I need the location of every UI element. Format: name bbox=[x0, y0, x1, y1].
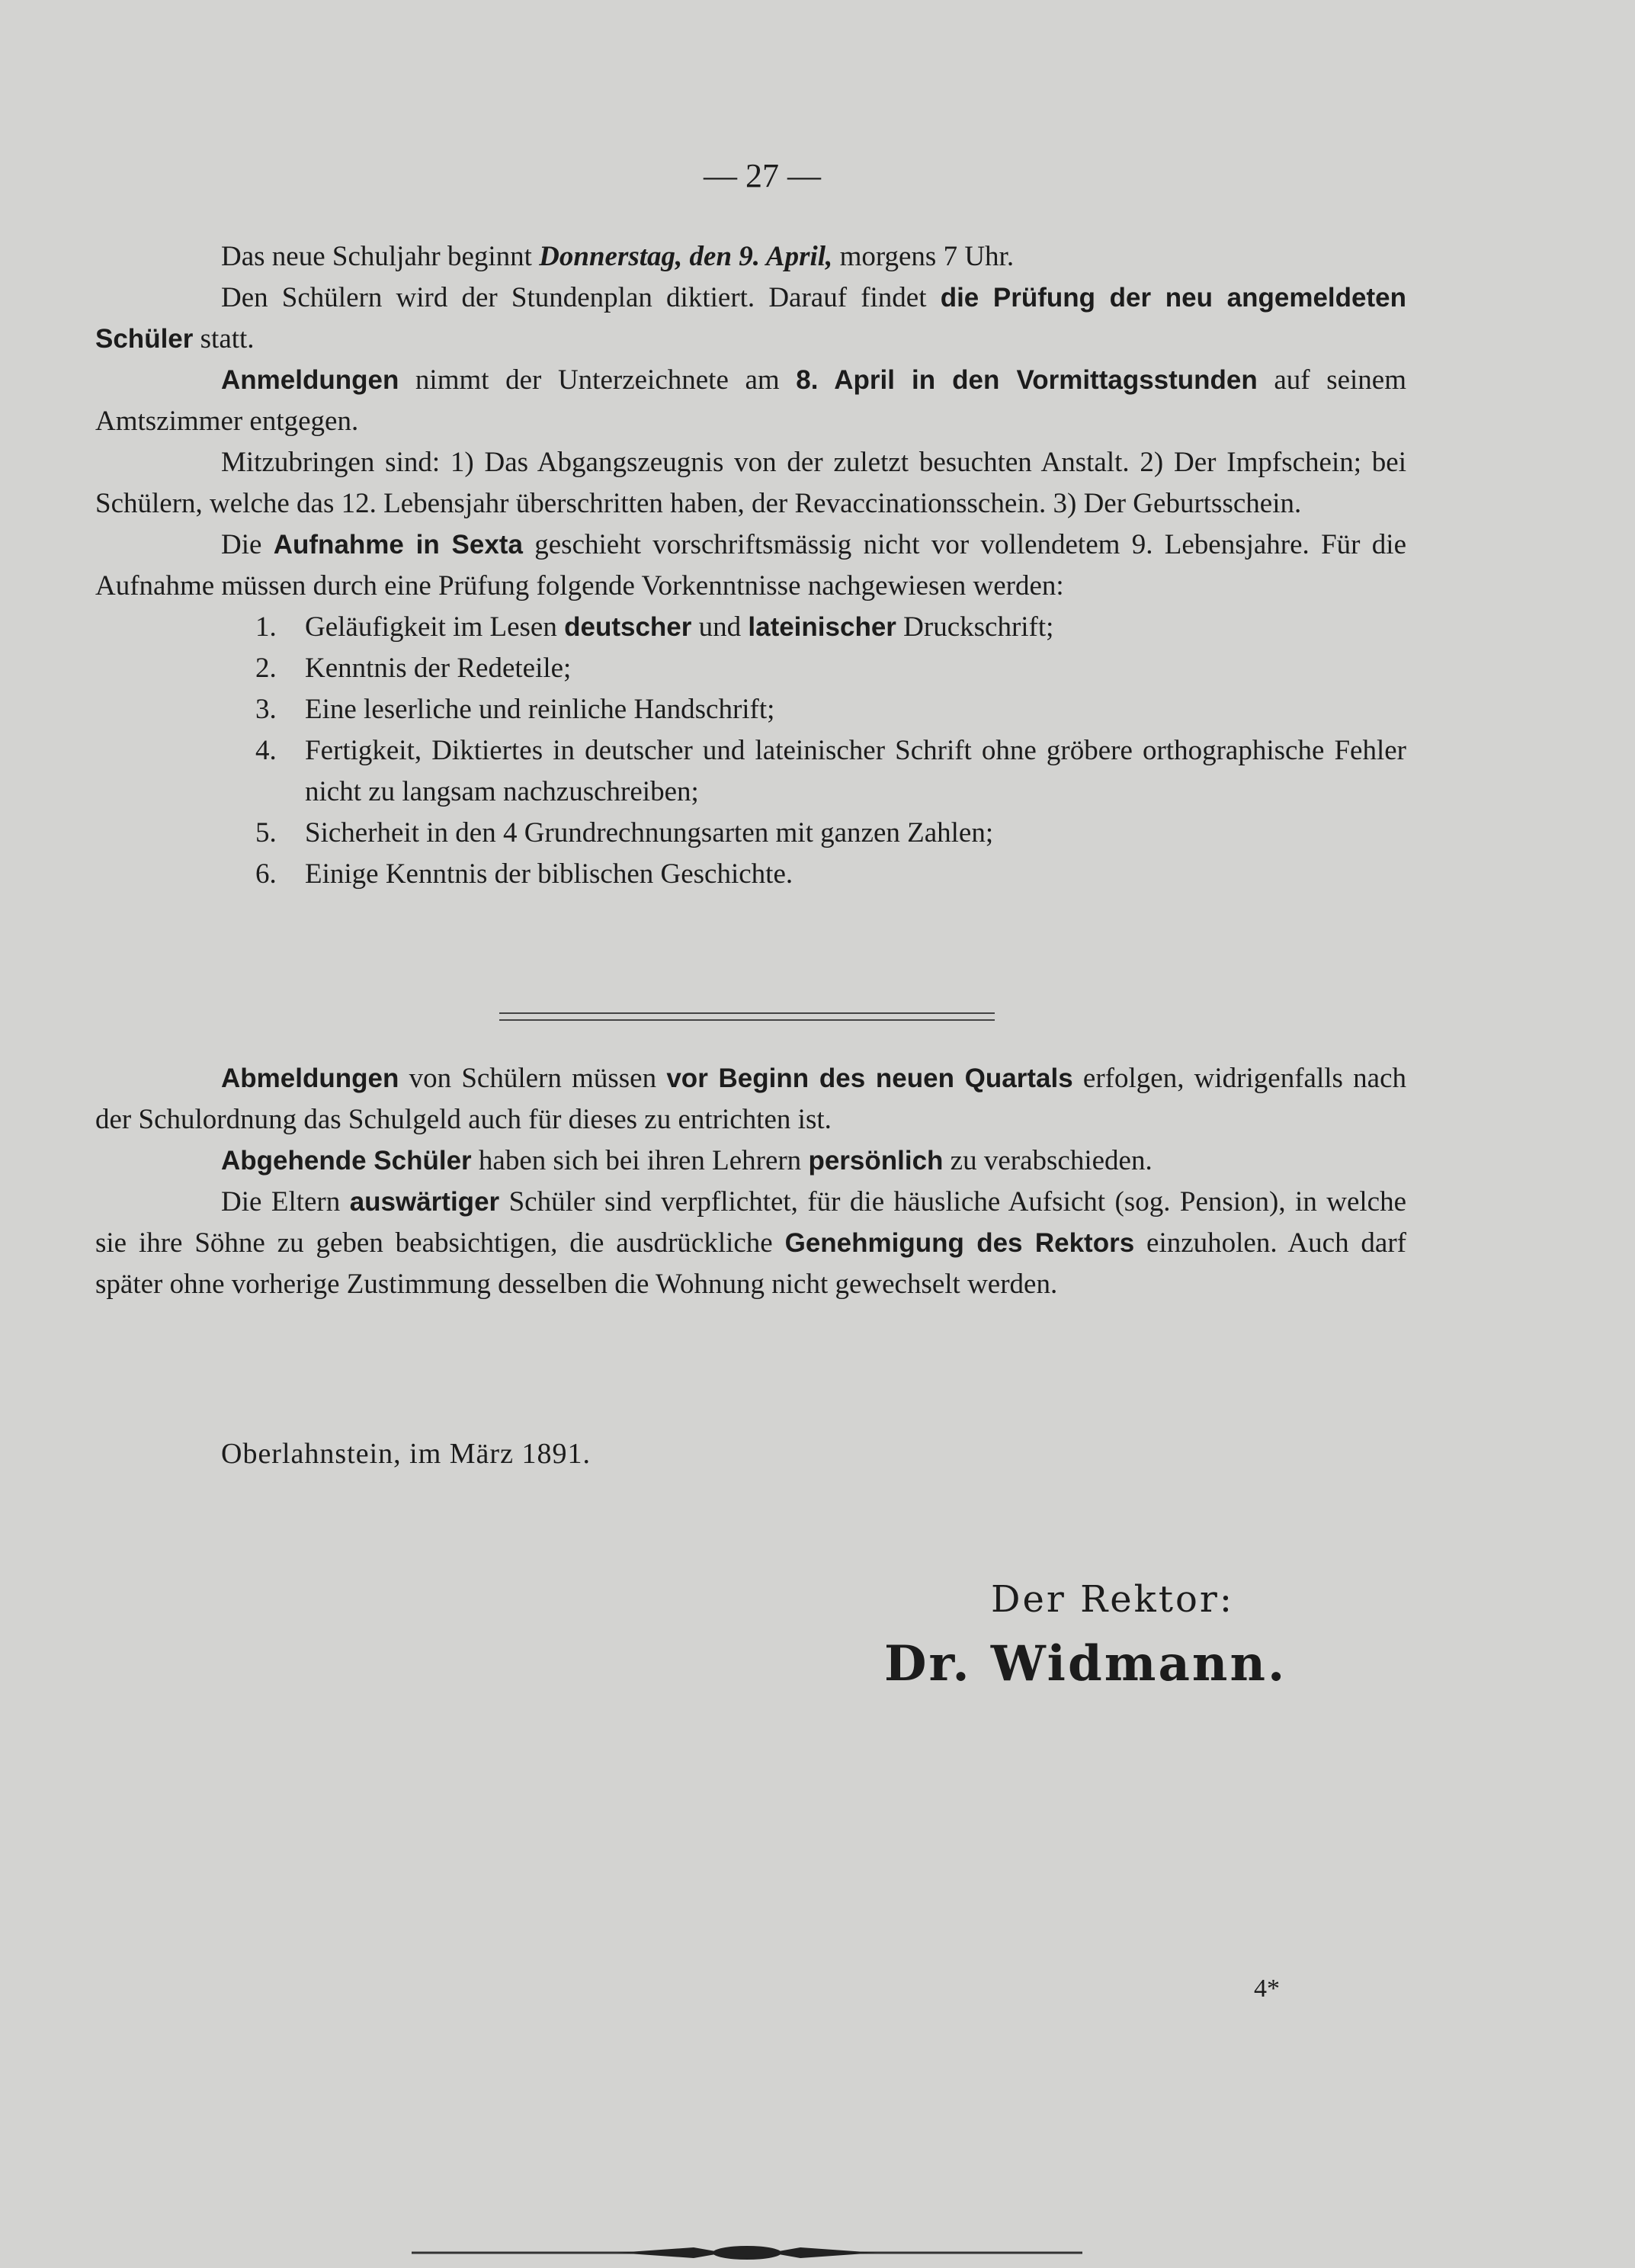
list-number: 3. bbox=[255, 694, 277, 725]
text: Die Eltern bbox=[221, 1186, 341, 1217]
notices-section bbox=[95, 1058, 1406, 1305]
list-item bbox=[95, 813, 1406, 854]
bold-text: persönlich bbox=[808, 1146, 944, 1176]
paragraph-registration bbox=[95, 360, 1406, 442]
text: Den Schülern wird der Stundenplan diktiert. Darauf findet bbox=[221, 282, 927, 313]
text: und bbox=[698, 611, 742, 643]
bold-text: lateinischer bbox=[748, 612, 896, 642]
registration-date: 8. April in den Vormittagsstunden bbox=[796, 365, 1258, 395]
paragraph-boarding bbox=[95, 1182, 1406, 1305]
text: Eine leserliche und reinliche Handschrift; bbox=[305, 694, 775, 725]
text: Schüler sind verpflichtet, für die häusliche Aufsicht (sog. Pension), in welche sie ihre Söhne zu geben beabsichtigen, die ausdrückliche bbox=[95, 1186, 1407, 1259]
text: Kenntnis der Redeteile; bbox=[305, 653, 572, 684]
deregistration-heading: Abmeldungen bbox=[221, 1063, 399, 1093]
admission-sexta: Aufnahme in Sexta bbox=[273, 530, 523, 560]
registration-heading: Anmeldungen bbox=[221, 365, 399, 395]
text: Das neue Schuljahr beginnt bbox=[221, 241, 532, 272]
list-item bbox=[95, 689, 1406, 730]
text: Sicherheit in den 4 Grundrechnungsarten mit ganzen Zahlen; bbox=[305, 817, 994, 848]
paragraph-timetable bbox=[95, 277, 1406, 360]
place-and-date: Oberlahnstein, im März 1891. bbox=[221, 1438, 591, 1470]
list-number: 1. bbox=[255, 611, 277, 643]
text: haben sich bei ihren Lehrern bbox=[478, 1145, 802, 1176]
list-number: 6. bbox=[255, 858, 277, 890]
list-item bbox=[95, 648, 1406, 689]
text: nimmt der Unterzeichnete am bbox=[415, 364, 780, 396]
list-item bbox=[95, 854, 1406, 895]
text: zu verabschieden. bbox=[950, 1145, 1153, 1176]
text: Die bbox=[221, 529, 262, 560]
exam-new-students: die Prüfung der neu angemeldeten Schüler bbox=[95, 283, 1406, 354]
list-number: 5. bbox=[255, 817, 277, 848]
paragraph-documents: Mitzubringen sind: 1) Das Abgangszeugnis von der zuletzt besuchten Anstalt. 2) Der Impfschein; bei Schülern, welche das 12. Lebensjahr überschritten haben, der Revaccinationsschein. 3) Der Geburtsschein. bbox=[95, 447, 1406, 519]
text: statt. bbox=[200, 323, 255, 354]
text: von Schülern müssen bbox=[409, 1063, 657, 1094]
bold-text: vor Beginn des neuen Quartals bbox=[666, 1063, 1073, 1093]
signature-title: Der Rektor: bbox=[991, 1578, 1235, 1621]
ornament-rule bbox=[404, 2238, 1090, 2268]
paragraph-leaving-students bbox=[95, 1140, 1406, 1182]
signature-name: Dr. Widmann. bbox=[884, 1635, 1287, 1692]
double-rule-divider bbox=[499, 1012, 995, 1021]
text: Geläufigkeit im Lesen bbox=[305, 611, 557, 643]
text: morgens 7 Uhr. bbox=[839, 241, 1015, 272]
prerequisites-list bbox=[95, 607, 1406, 895]
bold-text: auswärtiger bbox=[349, 1187, 500, 1217]
list-number: 2. bbox=[255, 653, 277, 684]
intro-section bbox=[95, 236, 1406, 895]
text: auf seinem Amtszimmer entgegen. bbox=[95, 364, 1407, 437]
signature-mark: 4* bbox=[1254, 1974, 1280, 2003]
paragraph-admission bbox=[95, 524, 1406, 607]
text: einzuholen. Auch darf später ohne vorherige Zustimmung desselben die Wohnung nicht gewechselt werden. bbox=[95, 1227, 1406, 1300]
list-item bbox=[95, 607, 1406, 648]
list-item bbox=[95, 730, 1406, 813]
text: geschieht vorschriftsmässig nicht vor vollendetem 9. Lebensjahre. Für die Aufnahme müssen durch eine Prüfung folgende Vorkenntnisse nachgewiesen werden: bbox=[95, 529, 1407, 601]
bold-text: Genehmigung des Rektors bbox=[784, 1228, 1135, 1258]
page-number: — 27 — bbox=[704, 157, 821, 194]
list-number: 4. bbox=[255, 735, 277, 766]
leaving-students-heading: Abgehende Schüler bbox=[221, 1146, 472, 1176]
text: Druckschrift; bbox=[903, 611, 1054, 643]
text: Fertigkeit, Diktiertes in deutscher und lateinischer Schrift ohne gröbere orthographische Fehler nicht zu langsam nachzuschreiben; bbox=[305, 735, 1406, 807]
start-date: Donnerstag, den 9. April, bbox=[539, 241, 833, 272]
text: Einige Kenntnis der biblischen Geschichte. bbox=[305, 858, 793, 890]
bold-text: deutscher bbox=[564, 612, 692, 642]
text: erfolgen, widrigenfalls nach der Schulordnung das Schulgeld auch für dieses zu entrichten ist. bbox=[95, 1063, 1407, 1135]
paragraph-deregistration bbox=[95, 1058, 1406, 1140]
paragraph-school-start bbox=[95, 236, 1406, 277]
